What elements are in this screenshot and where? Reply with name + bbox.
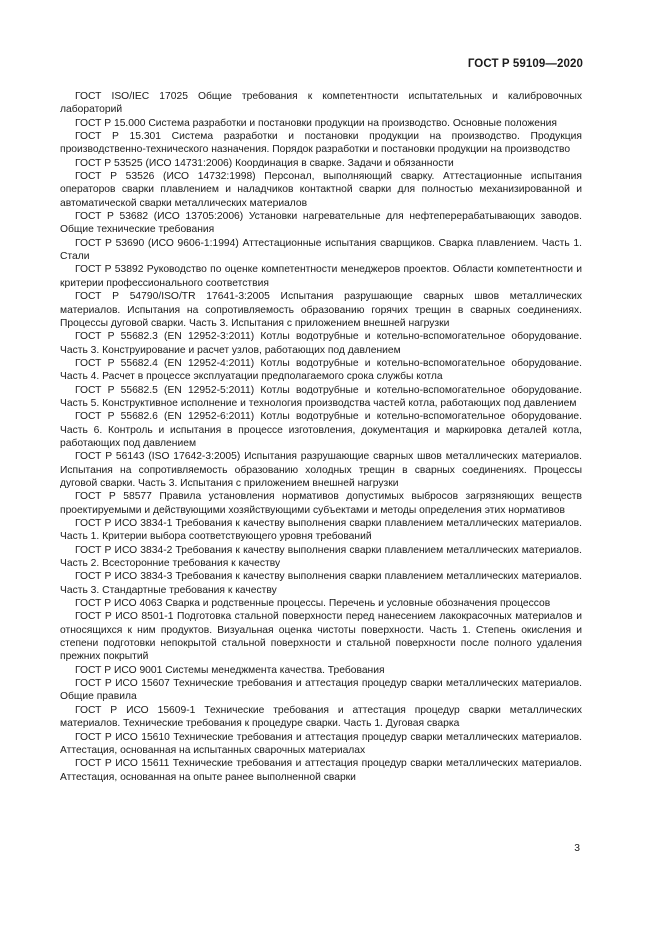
reference-item: ГОСТ Р ИСО 15611 Технические требования и аттестация процедур сварки металлических материалов. Аттестация, основанная на опыте ранее выполненной сварки (60, 758, 582, 783)
reference-item: ГОСТ Р 55682.3 (EN 12952-3:2011) Котлы водотрубные и котельно-вспомогательное оборудование. Часть 3. Конструирование и расчет узлов, работающих под давлением (60, 331, 582, 356)
normative-references (60, 90, 582, 784)
reference-item: ГОСТ Р ИСО 15610 Технические требования и аттестация процедур сварки металлических материалов. Аттестация, основанная на испытанных сварочных материалах (60, 731, 582, 756)
page-number: 3 (574, 843, 580, 854)
reference-item: ГОСТ Р 15.000 Система разработки и постановки продукции на производство. Основные положения (75, 117, 557, 129)
reference-item: ГОСТ Р ИСО 3834-3 Требования к качеству выполнения сварки плавлением металлических материалов. Часть 3. Стандартные требования к качеству (60, 571, 582, 596)
document-header: ГОСТ Р 59109—2020 (467, 58, 583, 70)
reference-item: ГОСТ Р 53525 (ИСО 14731:2006) Координация в сварке. Задачи и обязанности (75, 157, 454, 169)
reference-item: ГОСТ Р 53892 Руководство по оценке компетентности менеджеров проектов. Области компетентности и критерии профессионального соответствия (60, 264, 582, 289)
reference-item: ГОСТ Р ИСО 3834-1 Требования к качеству выполнения сварки плавлением металлических материалов. Часть 1. Критерии выбора соответствующего уровня требований (60, 518, 582, 543)
reference-item: ГОСТ Р 53526 (ИСО 14732:1998) Персонал, выполняющий сварку. Аттестационные испытания операторов сварки плавлением и наладчиков контактной сварки для полностью механизированной и автоматической сварки металлических материалов (60, 171, 582, 209)
reference-item: ГОСТ Р 54790/ISO/TR 17641-3:2005 Испытания разрушающие сварных швов металлических материалов. Испытания на сопротивляемость образованию горячих трещин в сварных соединениях. Процессы дуговой сварки. Часть 3. Испытания с приложением внешней нагрузки (60, 291, 582, 329)
reference-item: ГОСТ Р 53690 (ИСО 9606-1:1994) Аттестационные испытания сварщиков. Сварка плавлением. Часть 1. Стали (60, 237, 582, 263)
reference-item: ГОСТ ISO/IEC 17025 Общие требования к компетентности испытательных и калибровочных лабораторий (60, 91, 582, 116)
reference-item: ГОСТ Р ИСО 15607 Технические требования и аттестация процедур сварки металлических материалов. Общие правила (60, 678, 582, 703)
reference-item: ГОСТ Р ИСО 8501-1 Подготовка стальной поверхности перед нанесением лакокрасочных материалов и относящихся к ним продуктов. Визуальная оценка чистоты поверхности. Часть 1. Степень окисления и степени подготовки непокрытой стальной поверхности и стальной поверхности после полного удаления прежних покрытий (60, 611, 582, 663)
reference-item: ГОСТ Р 15.301 Система разработки и постановки продукции на производство. Продукция производственно-технического назначения. Порядок разработки и постановки продукции на производство (60, 131, 582, 156)
reference-item: ГОСТ Р ИСО 4063 Сварка и родственные процессы. Перечень и условные обозначения процессов (75, 598, 551, 610)
reference-item: ГОСТ Р 55682.5 (EN 12952-5:2011) Котлы водотрубные и котельно-вспомогательное оборудование. Часть 5. Конструктивное исполнение и технология производства частей котла, работающих под давлением (60, 384, 582, 409)
reference-item: ГОСТ Р ИСО 9001 Системы менеджмента качества. Требования (75, 664, 385, 676)
reference-item: ГОСТ Р 55682.4 (EN 12952-4:2011) Котлы водотрубные и котельно-вспомогательное оборудование. Часть 4. Расчет в процессе эксплуатации предполагаемого срока службы котла (60, 357, 582, 383)
reference-item: ГОСТ Р 55682.6 (EN 12952-6:2011) Котлы водотрубные и котельно-вспомогательное оборудование. Часть 6. Контроль и испытания в процессе изготовления, документация и маркировка деталей котла, работающих под давлением (60, 411, 582, 449)
reference-item: ГОСТ Р 56143 (ISO 17642-3:2005) Испытания разрушающие сварных швов металлических материалов. Испытания на сопротивляемость образованию холодных трещин в сварных соединениях. Процессы дуговой сварки. Часть 3. Испытания с приложением внешней нагрузки (60, 451, 582, 489)
reference-item: ГОСТ Р ИСО 3834-2 Требования к качеству выполнения сварки плавлением металлических материалов. Часть 2. Всесторонние требования к качеству (60, 544, 582, 570)
reference-item: ГОСТ Р 53682 (ИСО 13705:2006) Установки нагревательные для нефтеперерабатывающих заводов. Общие технические требования (60, 211, 582, 236)
reference-item: ГОСТ Р 58577 Правила установления нормативов допустимых выбросов загрязняющих веществ проектируемыми и действующими хозяйствующими субъектами и методы определения этих нормативов (60, 491, 582, 516)
reference-item: ГОСТ Р ИСО 15609-1 Технические требования и аттестация процедур сварки металлических материалов. Технические требования к процедуре сварки. Часть 1. Дуговая сварка (60, 704, 582, 730)
